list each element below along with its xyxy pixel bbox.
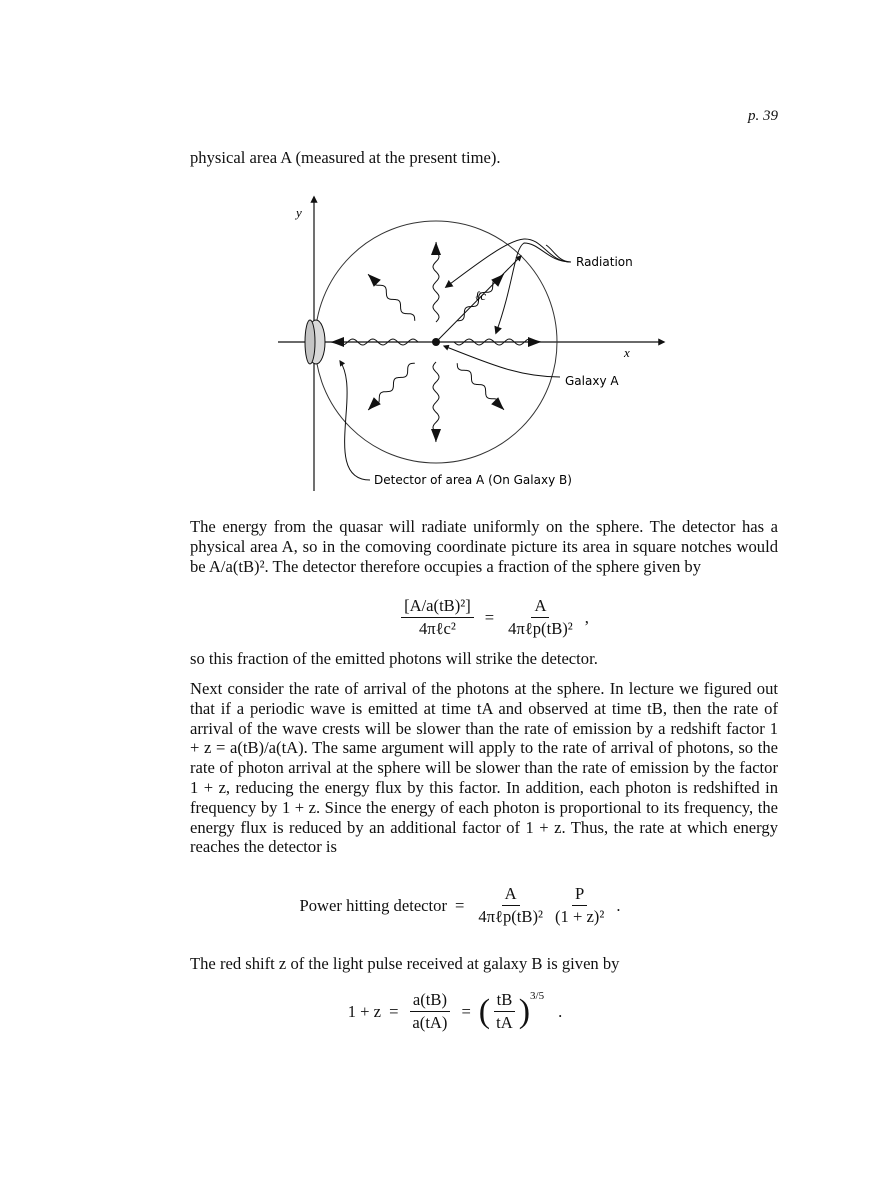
equation-power: Power hitting detector = $\frac{A}{\text{4πℓp(tB)²}}$ $\frac{P}{\text{(1 + z)²}}$ . <box>299 884 621 926</box>
paragraph-2: so this fraction of the emitted photons will strike the detector. <box>190 649 598 668</box>
eq1-lhs-num: [A/a(tB)²] <box>401 596 474 618</box>
radiation-arrowhead-0 <box>528 337 541 347</box>
paragraph-4: The red shift z of the light pulse received at galaxy B is given by <box>190 954 620 973</box>
radiation-arrowhead-3 <box>431 429 441 442</box>
paragraph-1: The energy from the quasar will radiate uniformly on the sphere. The detector has a physical area A, so in the comoving coordinate picture its area in square notches would be A/a(tB)². The detector therefore occupies a fraction of the sphere given by <box>190 517 778 576</box>
radiation-figure <box>278 183 694 501</box>
galaxy-a-label: Galaxy A <box>565 374 619 388</box>
y-axis-label: y <box>296 205 302 220</box>
eq2-lhs: Power hitting detector <box>299 895 447 915</box>
eq1-rhs-num: A <box>531 596 549 618</box>
detector-label: Detector of area A (On Galaxy B) <box>374 473 572 487</box>
eq1-lhs-den: 4πℓc² <box>418 619 456 638</box>
equation-fraction-of-sphere: $\frac{\text{[A/a(tB)²]}}{\text{4πℓc²}}$ = $\frac{A}{\text{4πℓp(tB)²}}$ , <box>0 596 880 639</box>
page-body <box>190 148 778 168</box>
page-number: p. 39 <box>748 108 778 124</box>
galaxy-a-callout <box>444 346 560 377</box>
radiation-label: Radiation <box>576 255 633 269</box>
equation-redshift: 1 + z = $\frac{a(tB)}{a(tA)}$ = ( $\frac{tB}{tA}$ ) $^{3/5}$ . <box>347 989 563 1032</box>
x-axis-label: x <box>624 345 630 360</box>
eq1-rhs-den: 4πℓp(tB)² <box>508 619 573 638</box>
intro-line: physical area A (measured at the present time). <box>190 148 501 167</box>
radiation-callout <box>446 239 571 287</box>
radiation-arrowhead-1 <box>331 337 344 347</box>
radiation-arrowhead-2 <box>431 242 441 255</box>
paragraph-3: Next consider the rate of arrival of the photons at the sphere. In lecture we figured out that if a periodic wave is emitted at time tA and observed at time tB, then the rate of arrival of the wave crests will be slower than the rate of emission by a redshift factor 1 + z = a(tB)/a(tA). The same argument will apply to the rate of arrival of photons, so the rate of photon arrival at the sphere will be slower than the rate of emission by the factor 1 + z, reducing the energy flux by this factor. In addition, each photon is redshifted in frequency by 1 + z. Since the energy of each photon is proportional to its frequency, the energy flux is reduced by an additional factor of 1 + z. Thus, the rate at which energy reaches the detector is <box>190 679 778 857</box>
lc-label: ℓc <box>475 288 487 303</box>
main-text <box>190 517 778 576</box>
